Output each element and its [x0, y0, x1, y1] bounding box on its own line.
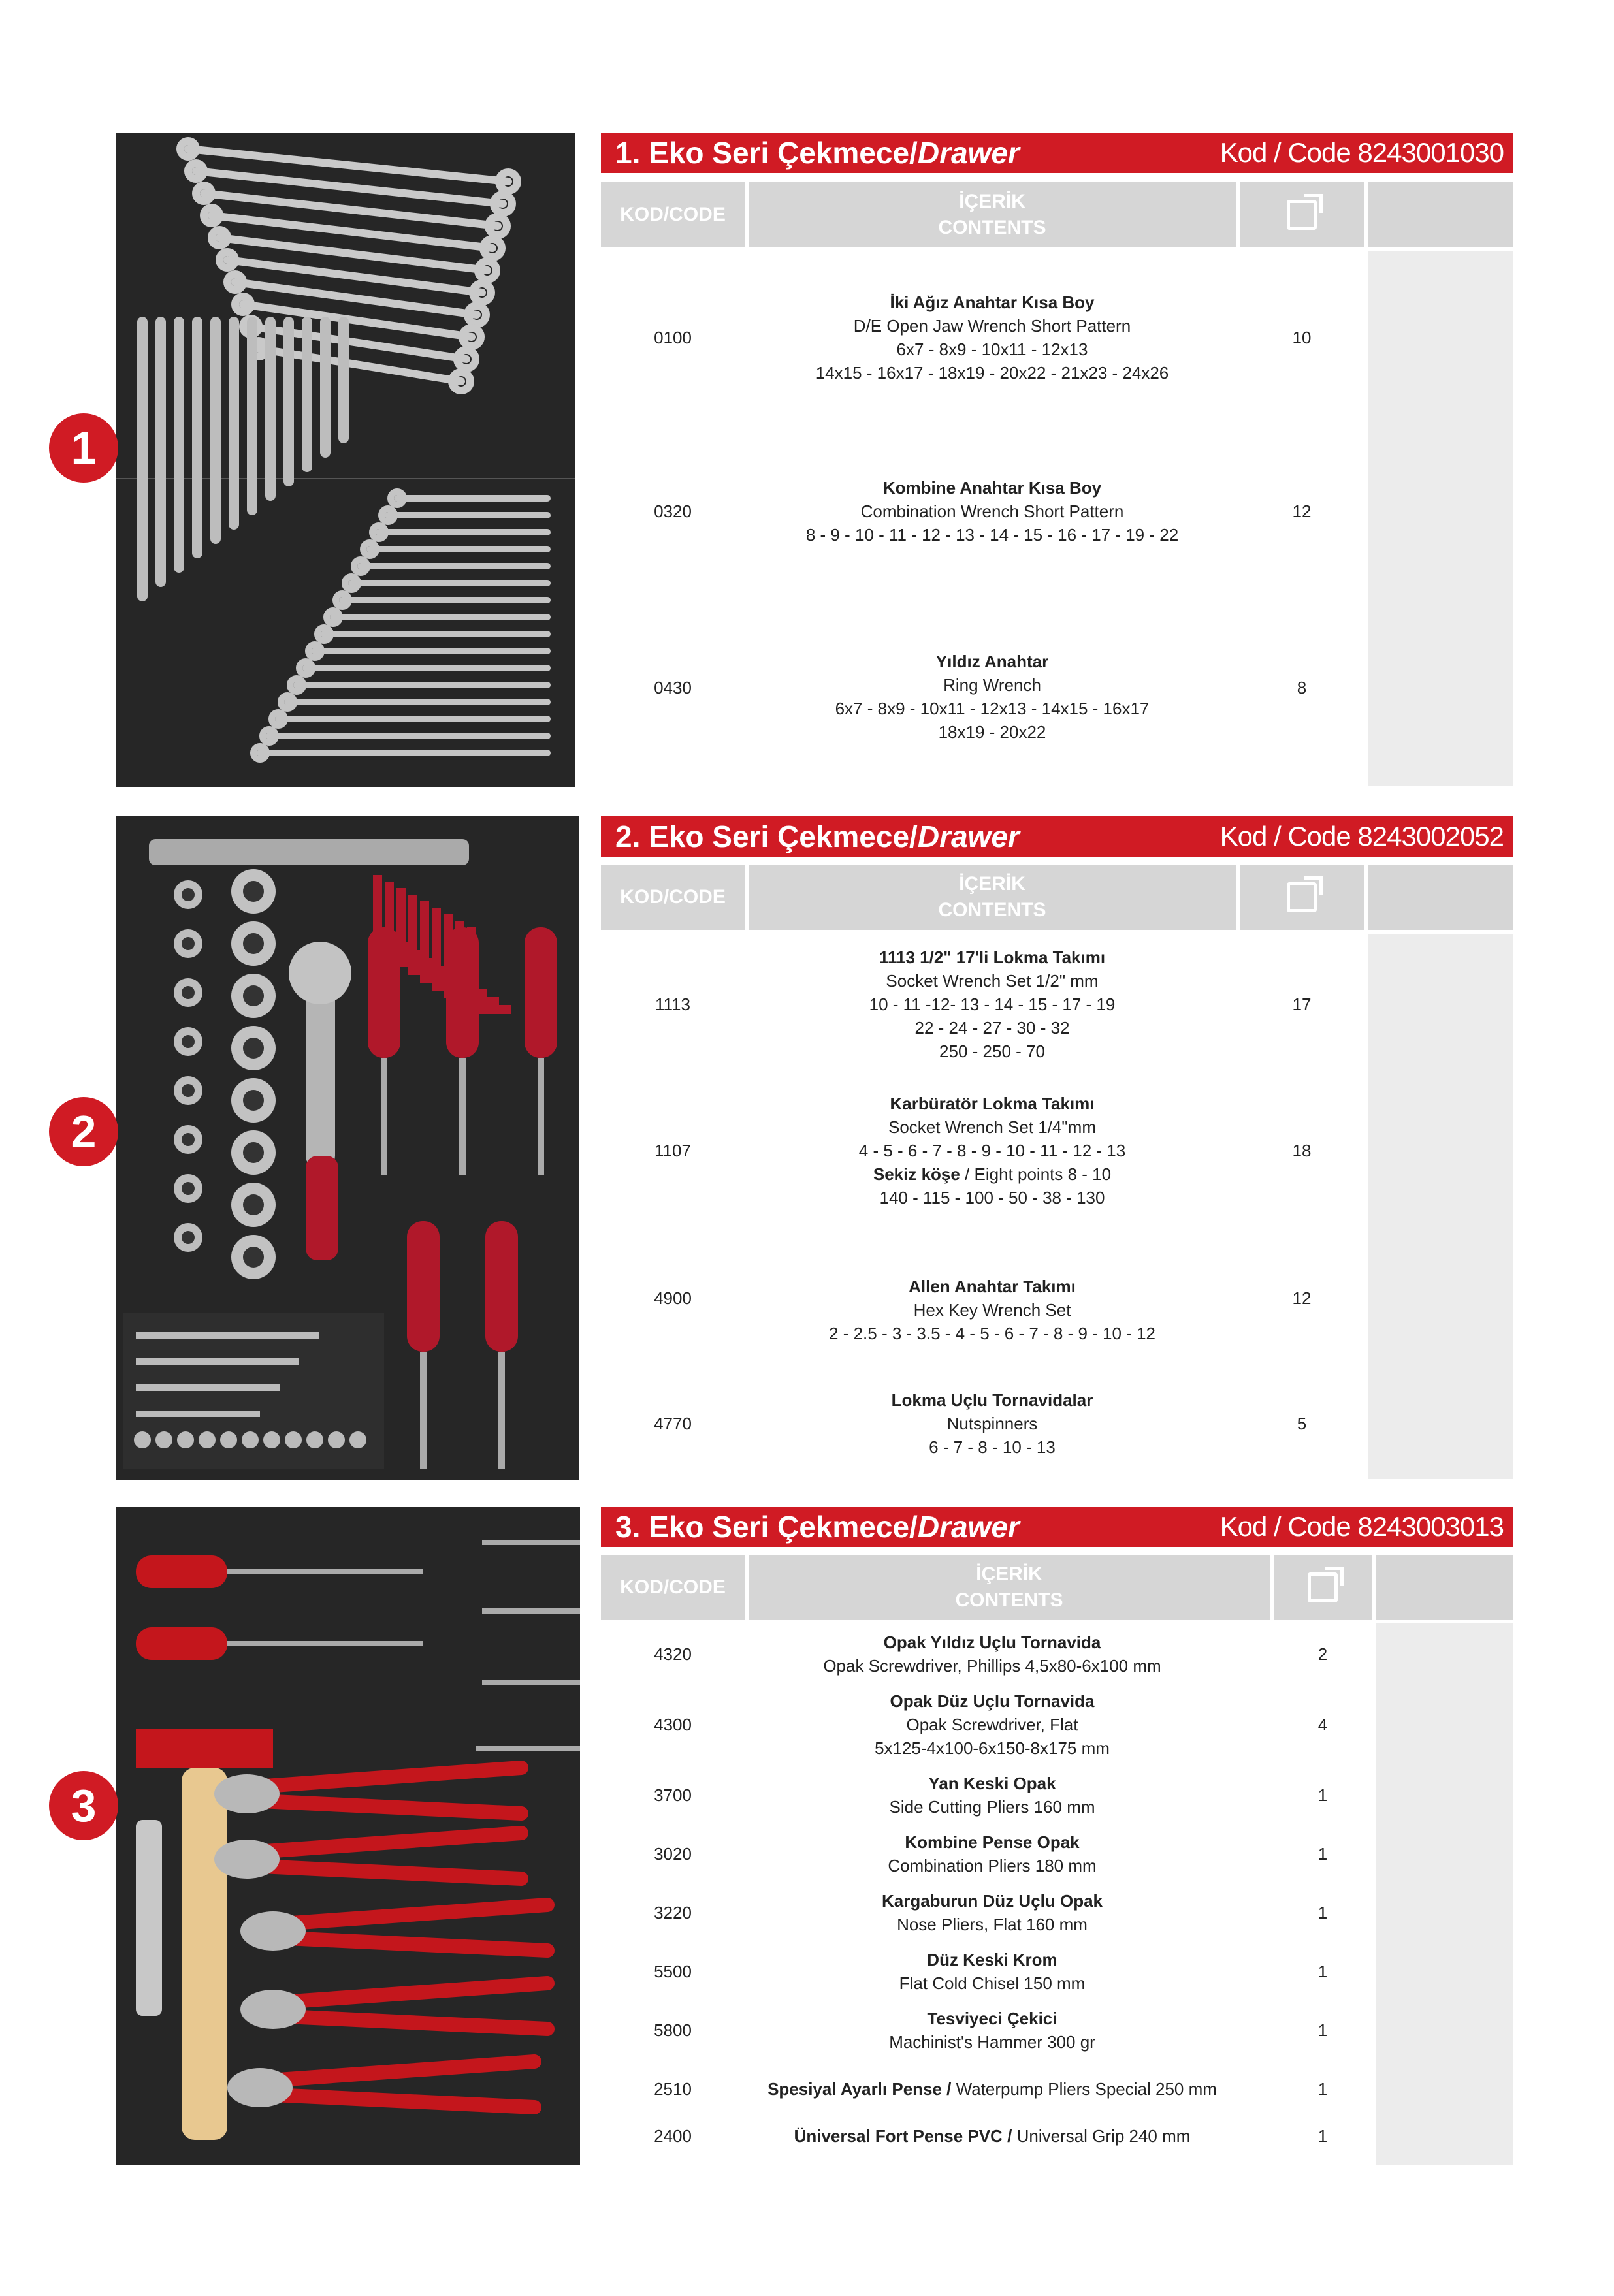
- header-kod-code: KOD/CODE: [601, 1555, 745, 1620]
- row-code: 3220: [654, 1903, 692, 1922]
- socket-hole: [243, 1090, 264, 1111]
- bit-socket: [306, 1431, 323, 1448]
- row-description: Kombine Anahtar Kısa Boy Combination Wrench Short Pattern 8 - 9 - 10 - 11 - 12 - 13 - 14 - 15 - 16 - 17 - 19 - 22: [805, 478, 1179, 545]
- section-3-last-column: [1376, 1623, 1513, 2165]
- socket-hole: [182, 1133, 195, 1146]
- section-2-badge: 2: [49, 1097, 118, 1166]
- row-code: 5800: [654, 2020, 692, 2040]
- screwdriver-handle: [446, 927, 479, 1058]
- socket-hole: [182, 1084, 195, 1097]
- header-quantity: [1240, 182, 1364, 247]
- section-2-code: Kod / Code 8243002052: [1219, 821, 1504, 852]
- row-description: Opak Yıldız Uçlu Tornavida Opak Screwdriver, Phillips 4,5x80-6x100 mm: [823, 1633, 1161, 1676]
- pliers-head: [214, 1774, 280, 1813]
- section-2-last-column: [1368, 934, 1513, 1479]
- section-2-titlebar: [601, 816, 1513, 857]
- bit-tool: [136, 1384, 280, 1391]
- socket-hole: [243, 881, 264, 902]
- bit-socket: [134, 1431, 151, 1448]
- section-2-title: 2. Eko Seri Çekmece/Drawer: [615, 820, 1020, 853]
- socket-hole: [182, 888, 195, 901]
- copy-icon: [1287, 200, 1317, 230]
- copy-icon: [1287, 882, 1317, 912]
- header-contents: İÇERİK CONTENTS: [749, 1555, 1270, 1620]
- screwdriver-shaft: [459, 1058, 466, 1175]
- row-quantity: 12: [1292, 1288, 1312, 1308]
- header-kod-code: KOD/CODE: [601, 182, 745, 247]
- section-3-panel: [601, 1507, 1513, 2165]
- row-code: 4300: [654, 1715, 692, 1734]
- screwdriver-handle: [136, 1627, 227, 1660]
- screwdriver-shaft: [482, 1680, 580, 1685]
- section-1-panel: [601, 133, 1513, 786]
- section-2-table-header: [601, 865, 1513, 930]
- row-description: Üniversal Fort Pense PVC / Universal Grip 240 mm: [794, 2126, 1191, 2146]
- row-quantity: 12: [1292, 502, 1312, 521]
- bit-socket: [285, 1431, 302, 1448]
- copy-icon: [1308, 1572, 1338, 1602]
- socket-hole: [243, 1247, 264, 1268]
- section-3-titlebar: [601, 1507, 1513, 1547]
- row-code: 3700: [654, 1785, 692, 1805]
- section-1-badge: 1: [49, 413, 118, 483]
- pliers-head: [214, 1840, 280, 1879]
- row-quantity: 1: [1317, 2126, 1328, 2146]
- socket-hole: [243, 985, 264, 1006]
- socket-hole: [243, 933, 264, 954]
- bit-tool: [136, 1358, 299, 1365]
- screwdriver-shaft: [227, 1569, 423, 1574]
- row-code: 3020: [654, 1844, 692, 1864]
- bit-socket: [263, 1431, 280, 1448]
- header-contents: İÇERİK CONTENTS: [749, 865, 1236, 930]
- row-description: Yan Keski Opak Side Cutting Pliers 160 mm: [889, 1774, 1095, 1817]
- row-code: 0100: [654, 328, 692, 347]
- section-3-badge: 3: [49, 1771, 118, 1840]
- row-code: 4770: [654, 1414, 692, 1433]
- row-quantity: 1: [1317, 2079, 1328, 2099]
- bit-socket: [155, 1431, 172, 1448]
- drawer-3-photo: [116, 1507, 580, 2165]
- row-code: 2400: [654, 2126, 692, 2146]
- section-3-code: Kod / Code 8243003013: [1219, 1511, 1504, 1542]
- socket-hole: [243, 1038, 264, 1059]
- section-2-panel: [601, 816, 1513, 1479]
- drawer-2-photo: [116, 816, 579, 1480]
- row-description: Tesviyeci Çekici Machinist's Hammer 300 gr: [889, 2009, 1095, 2052]
- screwdriver-handle: [368, 927, 400, 1058]
- socket-hole: [182, 1182, 195, 1195]
- row-description: Kombine Pense Opak Combination Pliers 180 mm: [888, 1832, 1097, 1875]
- section-1-titlebar: [601, 133, 1513, 173]
- row-quantity: 1: [1317, 1962, 1328, 1981]
- row-code: 0430: [654, 678, 692, 697]
- section-1-title: 1. Eko Seri Çekmece/Drawer: [615, 136, 1020, 170]
- row-quantity: 4: [1317, 1715, 1328, 1734]
- socket-hole: [182, 937, 195, 950]
- row-description: Spesiyal Ayarlı Pense / Waterpump Pliers Special 250 mm: [767, 2079, 1217, 2099]
- header-quantity: [1274, 1555, 1372, 1620]
- row-code: 1107: [654, 1141, 691, 1160]
- header-contents: İÇERİK CONTENTS: [749, 182, 1236, 247]
- row-code: 4900: [654, 1288, 692, 1308]
- bit-tool: [136, 1411, 260, 1417]
- bit-socket: [242, 1431, 259, 1448]
- screwdriver-shaft: [482, 1540, 580, 1545]
- row-quantity: 10: [1292, 328, 1312, 347]
- row-description: Lokma Uçlu Tornavidalar Nutspinners 6 - 7 - 8 - 10 - 13: [891, 1390, 1093, 1457]
- bit-socket: [177, 1431, 194, 1448]
- section-1-last-column: [1368, 251, 1513, 786]
- section-1-code: Kod / Code 8243001030: [1219, 137, 1504, 168]
- row-quantity: 18: [1292, 1141, 1312, 1160]
- row-description: Allen Anahtar Takımı Hex Key Wrench Set 2 - 2.5 - 3 - 3.5 - 4 - 5 - 6 - 7 - 8 - 9 - 10 - 12: [829, 1277, 1155, 1343]
- bit-socket: [328, 1431, 345, 1448]
- socket-hole: [182, 1231, 195, 1244]
- section-3-table-header: [601, 1555, 1513, 1620]
- pliers-head: [240, 1990, 306, 2029]
- row-description: Opak Düz Uçlu Tornavida Opak Screwdriver, Flat 5x125-4x100-6x150-8x175 mm: [875, 1691, 1110, 1758]
- header-empty: [1376, 1555, 1513, 1620]
- screwdriver-handle: [407, 1221, 440, 1352]
- row-description: Düz Keski Krom Flat Cold Chisel 150 mm: [899, 1950, 1086, 1993]
- row-description: Karbüratör Lokma Takımı Socket Wrench Set 1/4"mm 4 - 5 - 6 - 7 - 8 - 9 - 10 - 11 - 12 - 13 Sekiz köşe / Eight points 8 - 10 140 - 115 - 100 - 50 - 38 - 130: [858, 1094, 1126, 1207]
- row-description: İki Ağız Anahtar Kısa Boy D/E Open Jaw Wrench Short Pattern 6x7 - 8x9 - 10x11 - 12x13 14x15 - 16x17 - 18x19 - 20x22 - 21x23 - 24x26: [815, 293, 1169, 383]
- drawer-3-tools-illustration: [116, 1507, 580, 2165]
- screwdriver-handle: [525, 927, 557, 1058]
- row-quantity: 8: [1297, 678, 1307, 697]
- drawer-1-photo: [116, 133, 575, 787]
- drawer-1-tools-illustration: [116, 133, 575, 787]
- screwdriver-shaft: [227, 1641, 423, 1646]
- socket-hole: [182, 986, 195, 999]
- row-code: 5500: [654, 1962, 692, 1981]
- screwdriver-handle: [485, 1221, 518, 1352]
- pliers-head: [240, 1911, 306, 1951]
- row-code: 2510: [654, 2079, 692, 2099]
- header-empty: [1368, 182, 1513, 247]
- screwdriver-shaft: [476, 1746, 580, 1751]
- screwdriver-shaft: [498, 1352, 505, 1469]
- row-quantity: 17: [1292, 995, 1312, 1014]
- row-quantity: 1: [1317, 2020, 1328, 2040]
- header-kod-code: KOD/CODE: [601, 865, 745, 930]
- row-quantity: 1: [1317, 1844, 1328, 1864]
- row-description: Yıldız Anahtar Ring Wrench 6x7 - 8x9 - 10x11 - 12x13 - 14x15 - 16x17 18x19 - 20x22: [835, 652, 1150, 742]
- bit-socket: [199, 1431, 216, 1448]
- row-code: 4320: [654, 1644, 692, 1664]
- row-description: Kargaburun Düz Uçlu Opak Nose Pliers, Flat 160 mm: [881, 1891, 1103, 1934]
- screwdriver-shaft: [538, 1058, 544, 1175]
- screwdriver-handle: [136, 1555, 227, 1588]
- section-1-table-header: [601, 182, 1513, 247]
- row-quantity: 5: [1297, 1414, 1307, 1433]
- row-quantity: 2: [1317, 1644, 1328, 1664]
- row-quantity: 1: [1317, 1785, 1328, 1805]
- row-code: 1113: [655, 995, 690, 1014]
- header-empty: [1368, 865, 1513, 930]
- bit-socket: [349, 1431, 366, 1448]
- screwdriver-shaft: [381, 1058, 387, 1175]
- row-code: 0320: [654, 502, 692, 521]
- drawer-2-tools-illustration: [116, 816, 579, 1480]
- bit-tool: [136, 1332, 319, 1339]
- row-description: 1113 1/2" 17'li Lokma Takımı Socket Wrench Set 1/2" mm 10 - 11 -12- 13 - 14 - 15 - 17 - 19 22 - 24 - 27 - 30 - 32 250 - 250 - 70: [869, 948, 1116, 1061]
- section-3-title: 3. Eko Seri Çekmece/Drawer: [615, 1510, 1020, 1544]
- socket-hole: [243, 1142, 264, 1163]
- pliers-head: [227, 2068, 293, 2107]
- bit-socket: [220, 1431, 237, 1448]
- row-quantity: 1: [1317, 1903, 1328, 1922]
- screwdriver-shaft: [482, 1608, 580, 1614]
- socket-hole: [243, 1194, 264, 1215]
- screwdriver-shaft: [420, 1352, 427, 1469]
- header-quantity: [1240, 865, 1364, 930]
- socket-hole: [182, 1035, 195, 1048]
